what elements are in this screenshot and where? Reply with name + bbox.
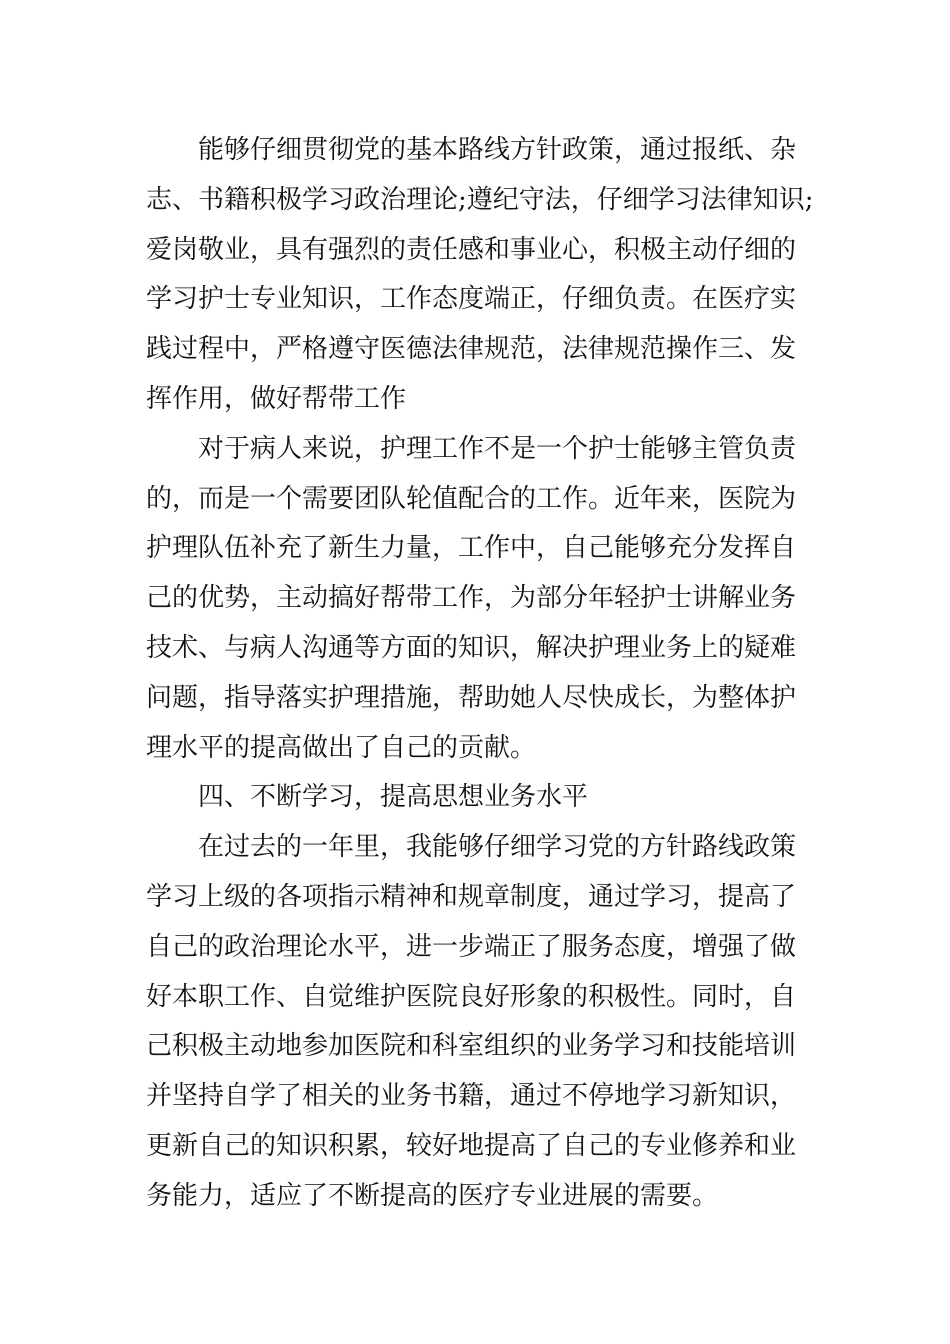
text-line: 志、书籍积极学习政治理论;遵纪守法，仔细学习法律知识; xyxy=(146,184,814,215)
heading-line: 四、不断学习，提高思想业务水平 xyxy=(198,782,589,813)
text-line: 自己的政治理论水平，进一步端正了服务态度，增强了做 xyxy=(146,931,797,962)
text-line: 理水平的提高做出了自己的贡献。 xyxy=(146,732,537,763)
text-line: 对于病人来说，护理工作不是一个护士能够主管负责 xyxy=(198,433,797,464)
text-line: 并坚持自学了相关的业务书籍，通过不停地学习新知识， xyxy=(146,1081,797,1112)
paragraph-learning xyxy=(146,823,806,1221)
text-line: 学习上级的各项指示精神和规章制度，通过学习，提高了 xyxy=(146,881,797,912)
text-line: 技术、与病人沟通等方面的知识，解决护理业务上的疑难 xyxy=(146,632,797,663)
paragraph-conduct xyxy=(146,126,814,425)
text-line: 好本职工作、自觉维护医院良好形象的积极性。同时，自 xyxy=(146,981,797,1012)
text-line: 的，而是一个需要团队轮值配合的工作。近年来，医院为 xyxy=(146,483,797,514)
text-line: 更新自己的知识积累，较好地提高了自己的专业修养和业 xyxy=(146,1130,797,1161)
document-body xyxy=(146,126,814,1222)
text-line: 问题，指导落实护理措施，帮助她人尽快成长，为整体护 xyxy=(146,682,797,713)
text-line: 爱岗敬业，具有强烈的责任感和事业心，积极主动仔细的 xyxy=(146,234,797,265)
text-line: 务能力，适应了不断提高的医疗专业进展的需要。 xyxy=(146,1180,719,1211)
text-line: 在过去的一年里，我能够仔细学习党的方针路线政策 xyxy=(198,832,797,863)
text-line: 践过程中，严格遵守医德法律规范，法律规范操作三、发 xyxy=(146,334,797,365)
text-line: 己积极主动地参加医院和科室组织的业务学习和技能培训 xyxy=(146,1031,797,1062)
text-line: 护理队伍补充了新生力量，工作中，自己能够充分发挥自 xyxy=(146,533,797,564)
paragraph-teamwork xyxy=(146,425,806,774)
text-line: 学习护士专业知识，工作态度端正，仔细负责。在医疗实 xyxy=(146,284,797,315)
text-line: 己的优势，主动搞好帮带工作，为部分年轻护士讲解业务 xyxy=(146,583,797,614)
text-line: 挥作用，做好帮带工作 xyxy=(146,383,407,414)
section-heading xyxy=(146,773,806,823)
text-line: 能够仔细贯彻党的基本路线方针政策，通过报纸、杂 xyxy=(198,135,797,165)
